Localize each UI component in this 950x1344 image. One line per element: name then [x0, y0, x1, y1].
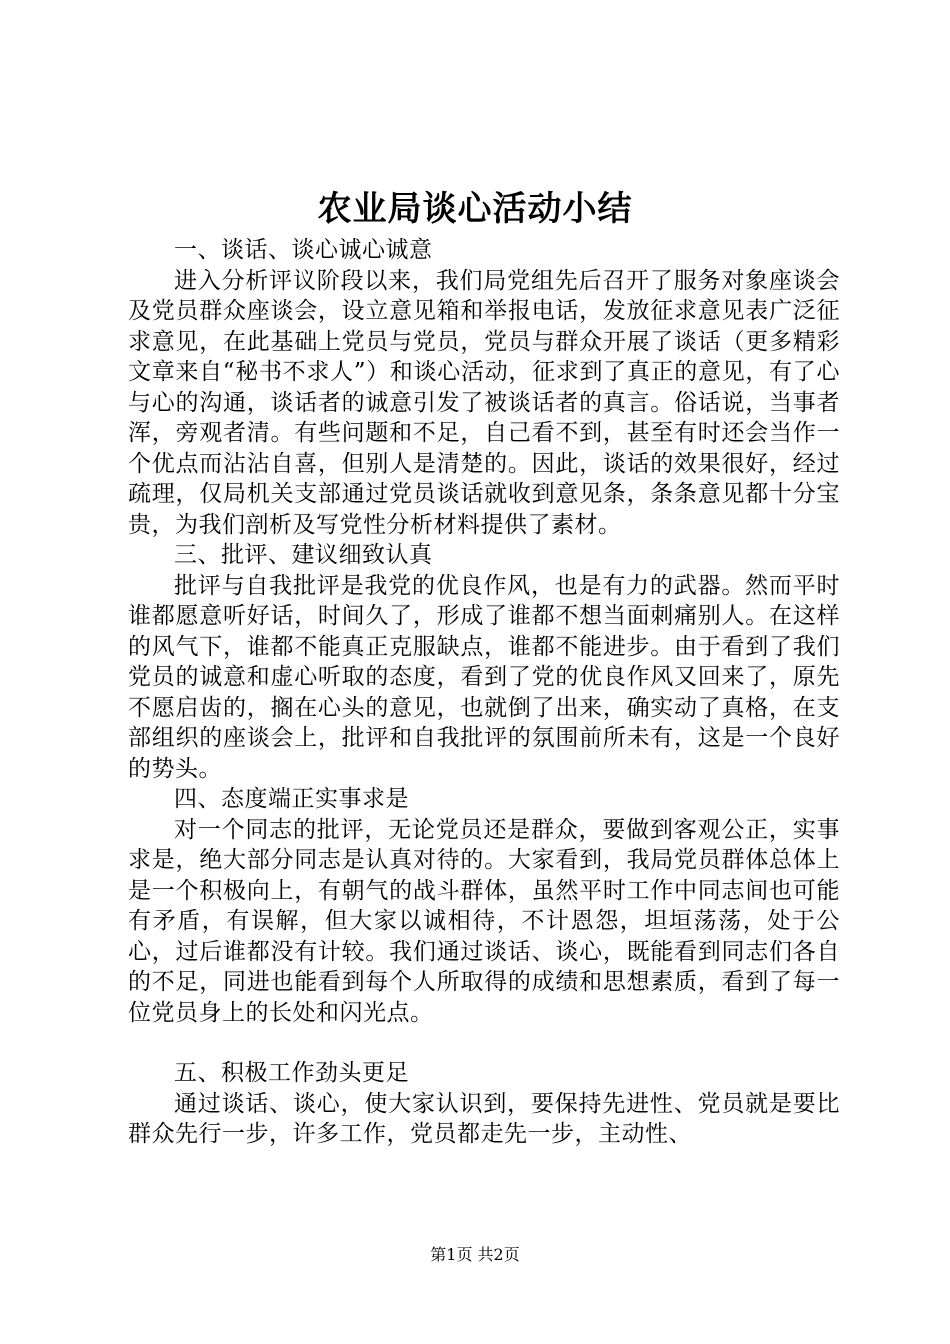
section-paragraph-1: 进入分析评议阶段以来，我们局党组先后召开了服务对象座谈会及党员群众座谈会，设立意见箱和举报电话，发放征求意见表广泛征求意见，在此基础上党员与党员，党员与群众开展了谈话（更多精彩文章来自“秘书不求人”）和谈心活动，征求到了真正的意见，有了心与心的沟通，谈话者的诚意引发了被谈话者的真言。俗话说，当事者浑，旁观者清。有些问题和不足，自己看不到，甚至有时还会当作一个优点而沾沾自喜，但别人是清楚的。因此，谈话的效果很好，经过疏理，仅局机关支部通过党员谈话就收到意见条，条条意见都十分宝贵，为我们剖析及写党性分析材料提供了素材。	[128, 267, 840, 538]
document-body	[128, 235, 840, 1150]
section-paragraph-5: 通过谈话、谈心，使大家认识到，要保持先进性、党员就是要比群众先行一步，许多工作，党员都走先一步，主动性、	[128, 1090, 840, 1147]
section-paragraph-3: 批评与自我批评是我党的优良作风，也是有力的武器。然而平时谁都愿意听好话，时间久了，形成了谁都不想当面刺痛别人。在这样的风气下，谁都不能真正克服缺点，谁都不能进步。由于看到了我们党员的诚意和虚心听取的态度，看到了党的优良作风又回来了，原先不愿启齿的，搁在心头的意见，也就倒了出来，确实动了真格，在支部组织的座谈会上，批评和自我批评的氛围前所未有，这是一个良好的势头。	[128, 572, 840, 782]
section-heading-5: 五、积极工作劲头更足	[174, 1060, 409, 1086]
section-heading-3: 三、批评、建议细致认真	[174, 542, 433, 568]
section-heading-4: 四、态度端正实事求是	[174, 786, 409, 812]
page-footer: 第1页 共2页	[430, 1245, 520, 1264]
paragraph-spacer	[128, 1028, 840, 1058]
section-paragraph-4: 对一个同志的批评，无论党员还是群众，要做到客观公正，实事求是，绝大部分同志是认真对待的。大家看到，我局党员群体总体上是一个积极向上，有朝气的战斗群体，虽然平时工作中同志间也可能有矛盾，有误解，但大家以诚相待，不计恩怨，坦垣荡荡，处于公心，过后谁都没有计较。我们通过谈话、谈心，既能看到同志们各自的不足，同进也能看到每个人所取得的成绩和思想素质，看到了每一位党员身上的长处和闪光点。	[128, 816, 840, 1026]
document-title: 农业局谈心活动小结	[317, 189, 633, 229]
section-heading-1: 一、谈话、谈心诚心诚意	[174, 237, 433, 263]
